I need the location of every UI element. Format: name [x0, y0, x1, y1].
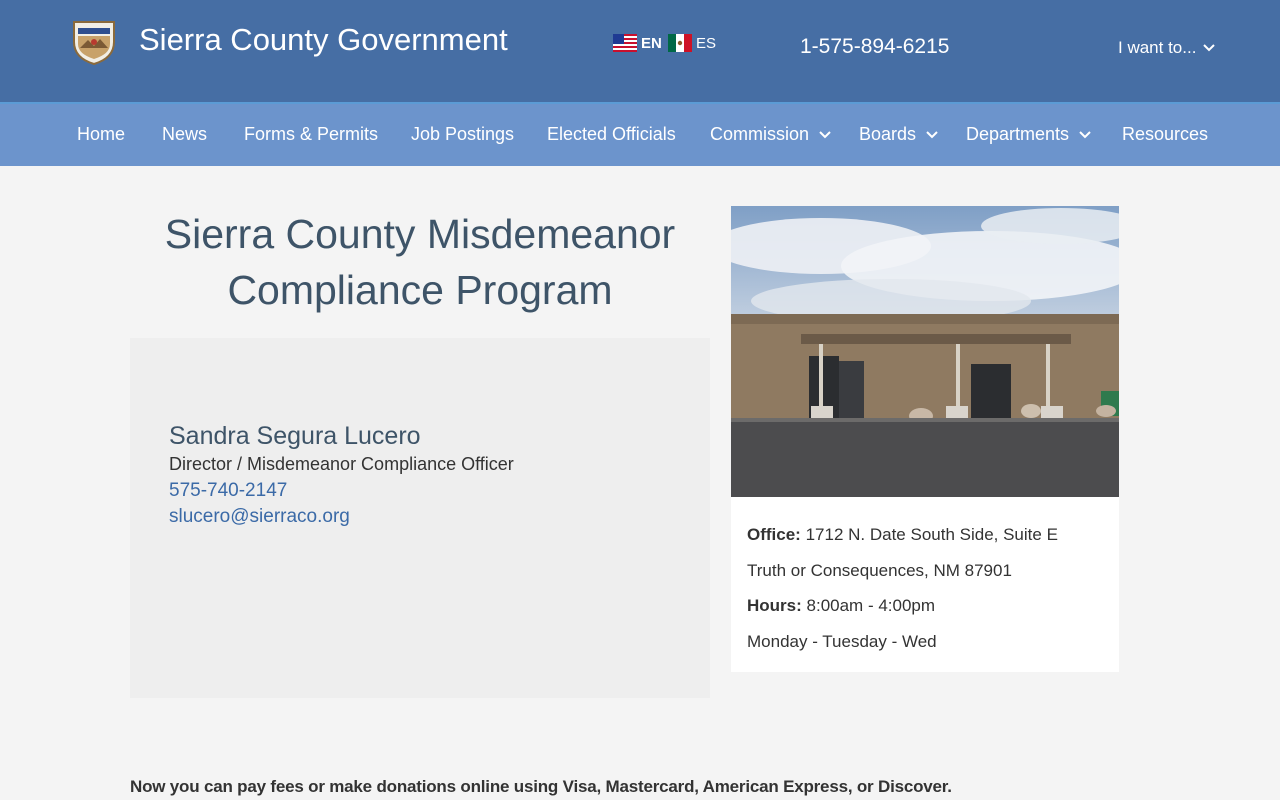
office-address-text: 1712 N. Date South Side, Suite E — [805, 525, 1058, 544]
office-info-box — [731, 497, 1119, 672]
nav-departments[interactable] — [966, 124, 1092, 145]
hours-label: Hours: — [747, 596, 802, 615]
nav-departments-label: Departments — [966, 124, 1070, 144]
page-title-line2: Compliance Program — [227, 267, 613, 313]
nav-forms-permits-label: Forms & Permits — [244, 124, 379, 144]
contact-email-link[interactable]: slucero@sierraco.org — [169, 506, 350, 527]
nav-news-label: News — [162, 124, 208, 144]
nav-home[interactable] — [77, 124, 125, 145]
nav-resources-label: Resources — [1122, 124, 1209, 144]
i-want-to-dropdown[interactable] — [1118, 38, 1216, 58]
i-want-to-label: I want to... — [1118, 38, 1197, 57]
language-en-link[interactable] — [613, 34, 662, 52]
office-hours-line — [747, 588, 1103, 624]
language-es-link[interactable] — [668, 34, 716, 52]
contact-phone-link[interactable]: 575-740-2147 — [169, 480, 288, 501]
language-es-label: ES — [696, 34, 717, 52]
mexico-flag-icon — [668, 34, 692, 52]
chevron-down-icon — [1202, 38, 1216, 58]
language-en-label: EN — [641, 34, 662, 52]
contact-role: Director / Misdemeanor Compliance Officer — [169, 454, 514, 474]
header-phone-link[interactable]: 1-575-894-6215 — [800, 35, 950, 58]
nav-boards[interactable] — [859, 124, 939, 145]
hours-text: 8:00am - 4:00pm — [806, 596, 936, 615]
county-seal-icon[interactable] — [70, 18, 118, 66]
site-title[interactable]: Sierra County Government — [139, 22, 508, 57]
chevron-down-icon — [1078, 124, 1092, 145]
office-building-photo — [731, 206, 1119, 497]
chevron-down-icon — [818, 124, 832, 145]
nav-news[interactable] — [162, 124, 207, 145]
page-title — [130, 206, 710, 318]
office-address-line2: Truth or Consequences, NM 87901 — [747, 560, 1012, 580]
nav-home-label: Home — [77, 124, 126, 144]
contact-name: Sandra Segura Lucero — [169, 422, 421, 450]
nav-job-postings[interactable] — [411, 124, 514, 145]
page-title-line1: Sierra County Misdemeanor — [164, 211, 676, 257]
chevron-down-icon — [925, 124, 939, 145]
us-flag-icon — [613, 34, 637, 52]
nav-resources[interactable] — [1122, 124, 1208, 145]
nav-elected-officials[interactable] — [547, 124, 676, 145]
nav-elected-officials-label: Elected Officials — [547, 124, 676, 144]
nav-commission-label: Commission — [710, 124, 810, 144]
office-label: Office: — [747, 525, 801, 544]
main-nav — [0, 104, 1280, 166]
payment-note: Now you can pay fees or make donations online using Visa, Mastercard, American Express, or Discover. — [130, 777, 952, 796]
contact-card — [130, 338, 710, 698]
nav-job-postings-label: Job Postings — [411, 124, 515, 144]
office-days-line: Monday - Tuesday - Wed — [747, 631, 937, 651]
nav-forms-permits[interactable] — [244, 124, 378, 145]
office-address-line1 — [747, 517, 1103, 553]
nav-commission[interactable] — [710, 124, 832, 145]
nav-boards-label: Boards — [859, 124, 917, 144]
site-header — [0, 0, 1280, 104]
